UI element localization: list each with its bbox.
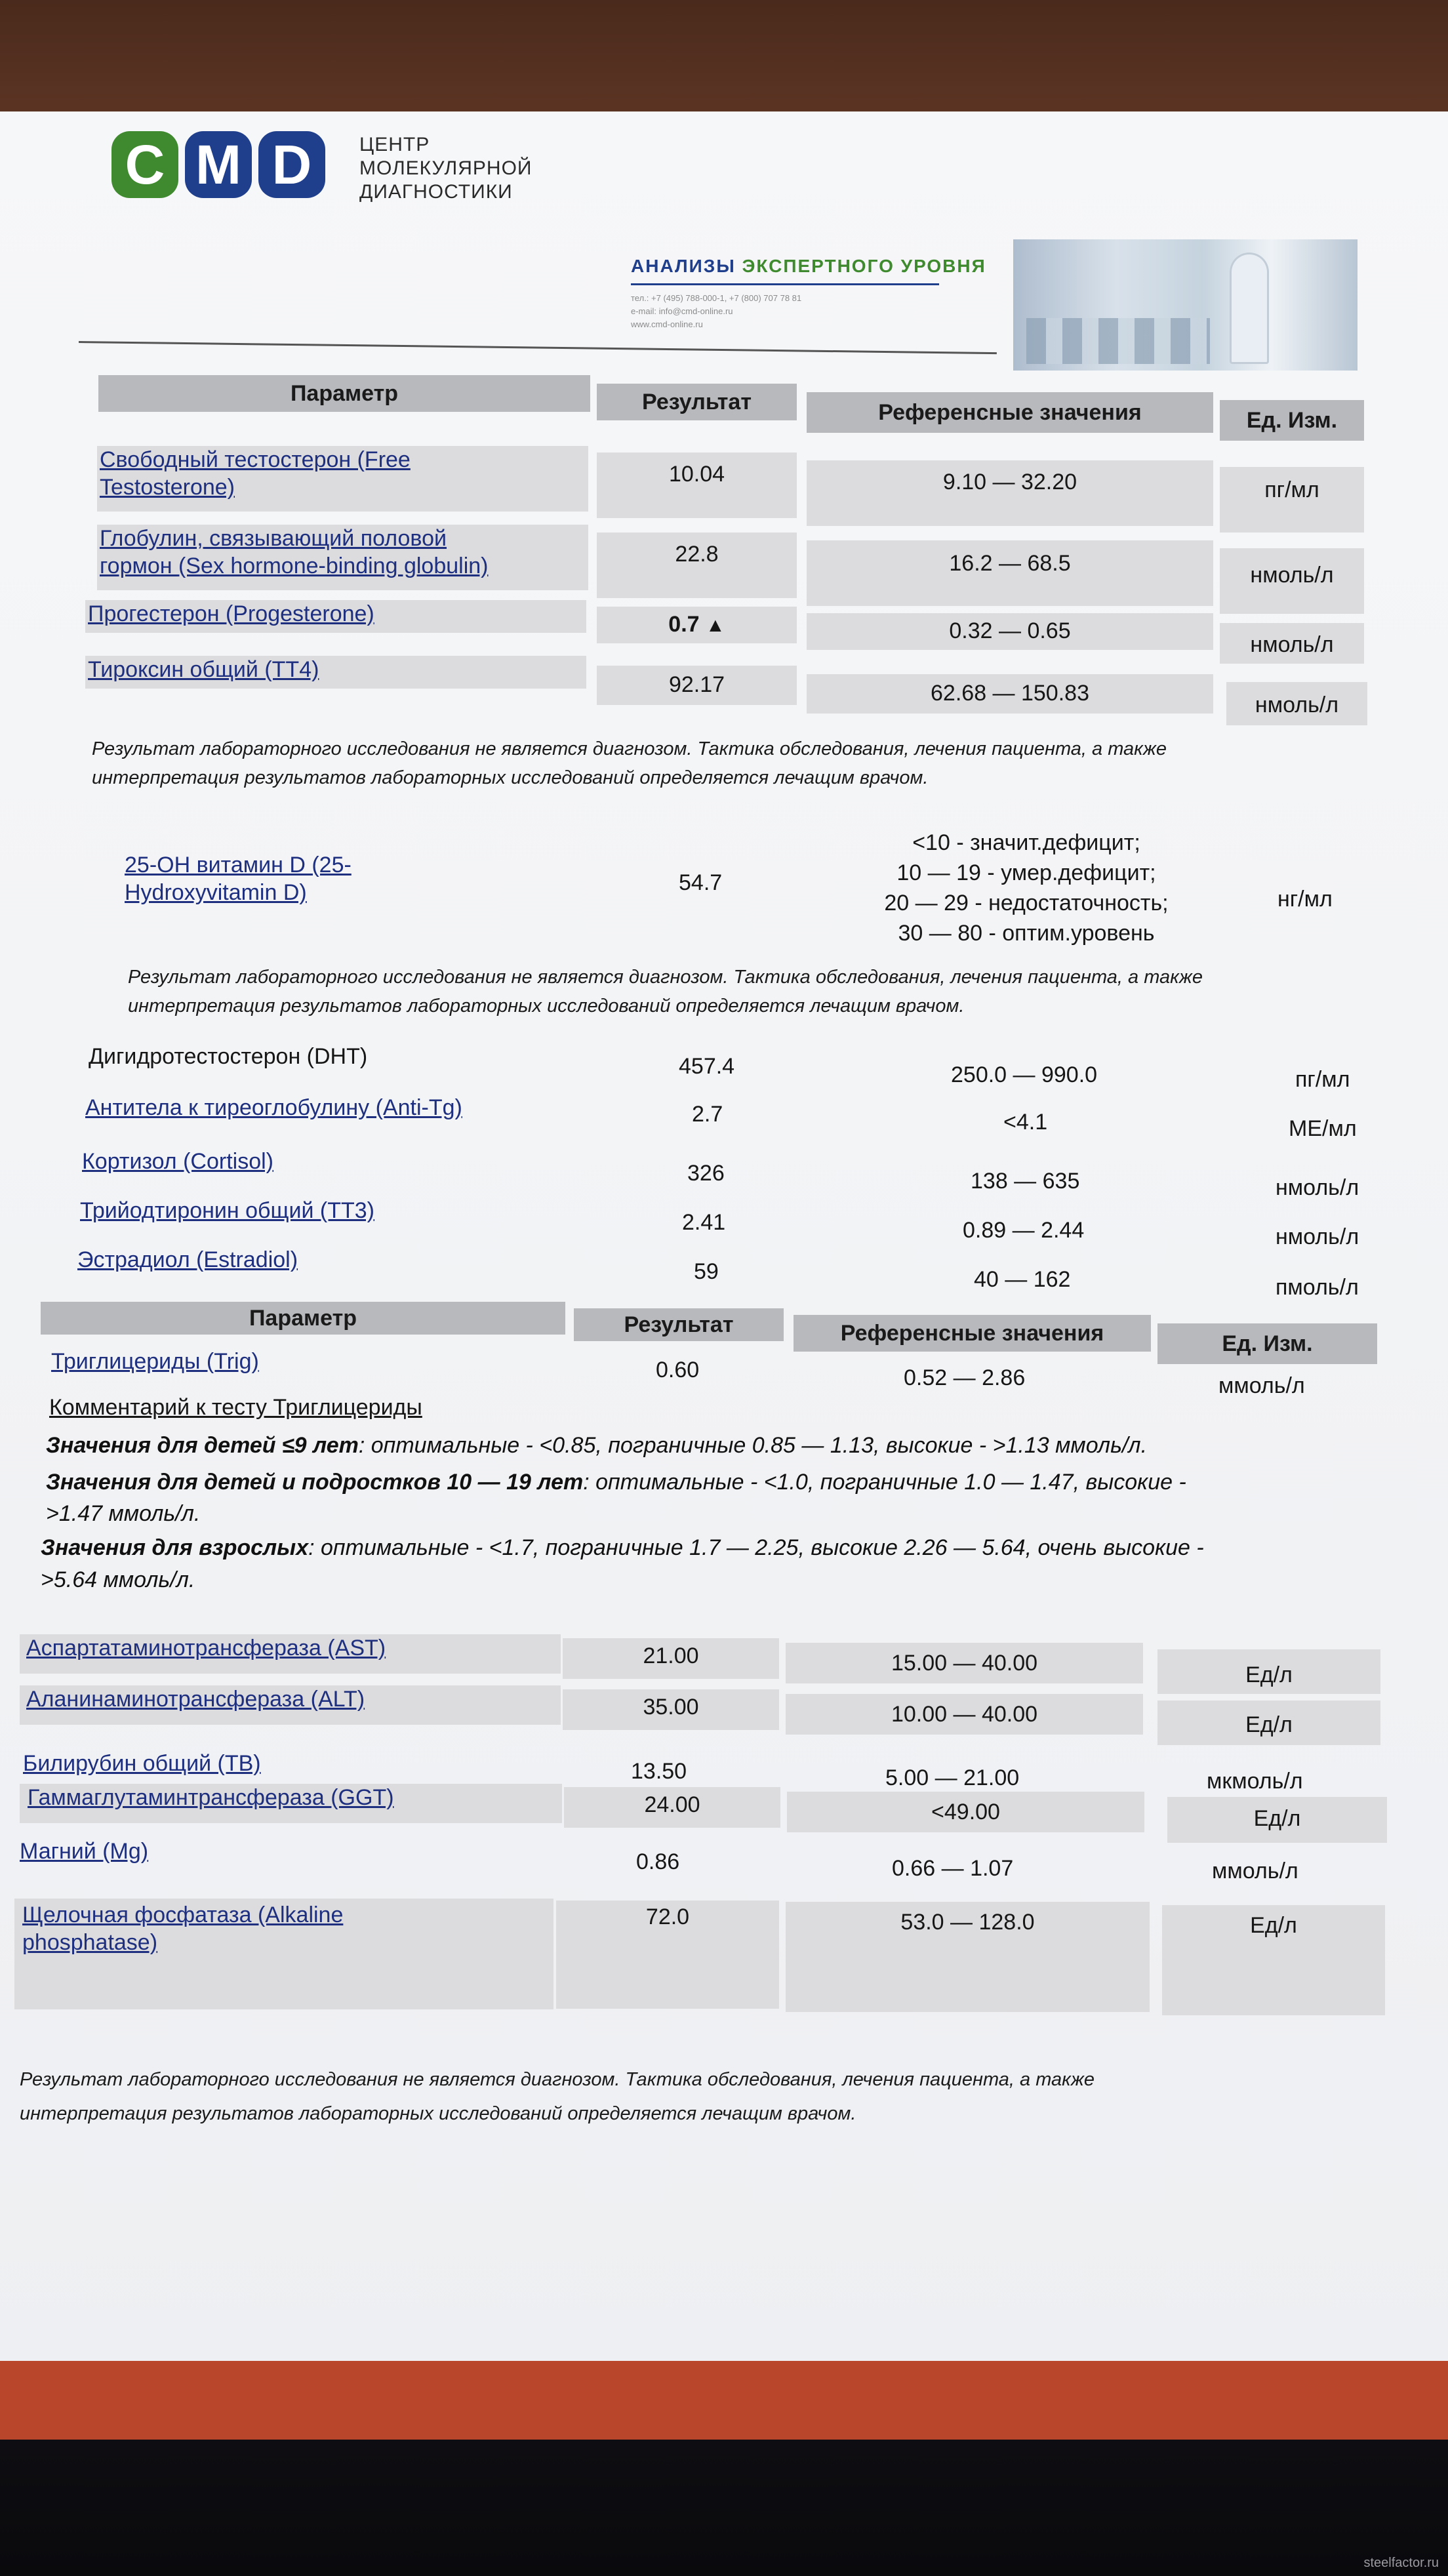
comment-teens <box>46 1466 1423 1498</box>
result-value: 35.00 <box>563 1689 779 1730</box>
logo-text-line: ДИАГНОСТИКИ <box>359 181 513 203</box>
dark-background <box>0 2440 1448 2576</box>
disclaimer-line: Результат лабораторного исследования не является диагнозом. Тактика обследования, лечения пациента, а также <box>92 738 1167 759</box>
comment-text: >1.47 ммоль/л. <box>46 1501 201 1526</box>
param-name[interactable]: Кортизол (Cortisol) <box>82 1149 273 1174</box>
reference-value: 15.00 — 40.00 <box>786 1643 1143 1683</box>
reference-value: 16.2 — 68.5 <box>807 540 1213 606</box>
param-name[interactable]: Hydroxyvitamin D) <box>125 880 307 905</box>
disclaimer-line: интерпретация результатов лабораторных исследований определяется лечащим врачом. <box>20 2103 856 2124</box>
unit-value: нмоль/л <box>1220 623 1364 664</box>
param-name[interactable]: Щелочная фосфатаза (Alkaline <box>22 1902 344 1927</box>
comment-label: Значения для взрослых <box>41 1535 309 1560</box>
table-row-param <box>20 1634 561 1674</box>
tagline-accent: ЭКСПЕРТНОГО УРОВНЯ <box>742 256 986 276</box>
comment-label: Значения для детей ≤9 лет <box>46 1433 359 1458</box>
result-value: 2.41 <box>682 1210 726 1235</box>
reference-value: 53.0 — 128.0 <box>786 1902 1150 2012</box>
tagline <box>631 256 986 277</box>
param-name[interactable]: Аспартатаминотрансфераза (AST) <box>26 1636 386 1660</box>
reference-value: <4.1 <box>1003 1110 1048 1135</box>
param-name[interactable]: Трийодтиронин общий (TT3) <box>80 1198 375 1223</box>
table-row-param <box>20 1784 562 1823</box>
result-value: 0.60 <box>656 1358 700 1382</box>
result-value: 59 <box>694 1259 719 1284</box>
disclaimer <box>20 2063 1397 2131</box>
comment-kids <box>46 1430 1423 1461</box>
unit-value: ммоль/л <box>1218 1373 1305 1398</box>
comment-text: : оптимальные - <1.0, пограничные 1.0 — 1.47, высокие - <box>583 1470 1186 1495</box>
unit-value: пг/мл <box>1220 467 1364 533</box>
unit-value: нмоль/л <box>1220 548 1364 614</box>
reference-value: 0.32 — 0.65 <box>807 613 1213 650</box>
table-row-param <box>20 1685 561 1725</box>
header-param: Параметр <box>41 1302 565 1335</box>
result-value: 10.04 <box>597 453 797 518</box>
unit-value: пг/мл <box>1295 1067 1350 1092</box>
disclaimer <box>92 735 1338 792</box>
result-value <box>597 607 797 643</box>
comment-adults <box>41 1532 1418 1563</box>
unit-value: Ед/л <box>1157 1649 1380 1694</box>
table-row-param <box>14 1899 553 2009</box>
param-name[interactable]: Тироксин общий (TT4) <box>88 657 319 682</box>
reference-value: 62.68 — 150.83 <box>807 674 1213 714</box>
logo-letter-c: C <box>111 131 178 198</box>
unit-value: нмоль/л <box>1276 1224 1359 1249</box>
result-value: 0.86 <box>636 1849 680 1874</box>
unit-value: нмоль/л <box>1226 682 1367 725</box>
param-name[interactable]: Гаммаглутаминтрансфераза (GGT) <box>28 1785 394 1810</box>
reference-value: 9.10 — 32.20 <box>807 460 1213 526</box>
param-name[interactable]: Антитела к тиреоглобулину (Anti-Tg) <box>85 1095 462 1120</box>
reference-value: <49.00 <box>787 1792 1144 1832</box>
param-name[interactable]: гормон (Sex hormone-binding globulin) <box>100 553 489 578</box>
comment-text: : оптимальные - <0.85, пограничные 0.85 — 1.13, высокие - >1.13 ммоль/л. <box>358 1433 1148 1458</box>
high-flag-icon: ▲ <box>706 614 725 636</box>
unit-value: МЕ/мл <box>1289 1116 1357 1141</box>
result-number: 0.7 <box>668 612 700 637</box>
table-row-param <box>85 656 586 689</box>
reference-value: 138 — 635 <box>971 1169 1080 1194</box>
result-value: 22.8 <box>597 533 797 598</box>
unit-value: Ед/л <box>1157 1701 1380 1745</box>
reference-value: 40 — 162 <box>974 1267 1071 1292</box>
reference-value: 0.89 — 2.44 <box>963 1218 1085 1243</box>
result-value: 54.7 <box>679 870 723 895</box>
unit-value: ммоль/л <box>1212 1859 1298 1883</box>
reference-line: 10 — 19 - умер.дефицит; <box>896 860 1156 885</box>
vitd-reference <box>813 828 1239 948</box>
comment-text: : оптимальные - <1.7, пограничные 1.7 — 2.25, высокие 2.26 — 5.64, очень высокие - <box>308 1535 1204 1560</box>
result-value: 13.50 <box>631 1759 687 1784</box>
reference-value: 250.0 — 990.0 <box>951 1062 1098 1087</box>
logo-letter-d: D <box>258 131 325 198</box>
reference-value: 0.66 — 1.07 <box>892 1856 1014 1881</box>
result-value: 2.7 <box>692 1102 723 1127</box>
logo-letter-m: M <box>185 131 252 198</box>
logo-text <box>359 133 532 204</box>
vitd-name <box>125 851 352 906</box>
reference-value: 0.52 — 2.86 <box>904 1365 1026 1390</box>
table-row-param <box>85 600 586 633</box>
reference-line: <10 - значит.дефицит; <box>912 830 1140 855</box>
contact-line: e-mail: info@cmd-online.ru <box>631 306 733 316</box>
param-name[interactable]: Свободный тестостерон (Free <box>100 447 411 472</box>
header-param: Параметр <box>98 375 590 412</box>
logo-text-line: МОЛЕКУЛЯРНОЙ <box>359 157 533 179</box>
contact-line: www.cmd-online.ru <box>631 319 703 329</box>
disclaimer <box>128 963 1374 1020</box>
result-value: 92.17 <box>597 666 797 705</box>
tagline-part: АНАЛИЗЫ <box>631 256 742 276</box>
reference-value: 5.00 — 21.00 <box>885 1765 1020 1790</box>
table-surface <box>0 2361 1448 2446</box>
lab-photo <box>1013 239 1358 371</box>
contact-line: тел.: +7 (495) 788-000-1, +7 (800) 707 78 81 <box>631 293 802 303</box>
disclaimer-line: интерпретация результатов лабораторных исследований определяется лечащим врачом. <box>92 767 929 788</box>
param-name[interactable]: Testosterone) <box>100 475 235 500</box>
result-value: 326 <box>687 1161 725 1186</box>
table-row-param <box>97 525 588 590</box>
param-name[interactable]: Аланинаминотрансфераза (ALT) <box>26 1687 365 1712</box>
reference-line: 30 — 80 - оптим.уровень <box>898 921 1155 946</box>
header-result: Результат <box>597 384 797 420</box>
table-row-param <box>97 446 588 512</box>
comment-title: Комментарий к тесту Триглицериды <box>49 1395 422 1420</box>
result-value: 72.0 <box>556 1901 779 2009</box>
header-reference: Референсные значения <box>794 1315 1151 1352</box>
contact-info <box>631 292 906 331</box>
result-value: 457.4 <box>679 1054 735 1079</box>
unit-value: нмоль/л <box>1276 1175 1359 1200</box>
header-unit: Ед. Изм. <box>1157 1323 1377 1364</box>
tagline-underline <box>631 283 939 285</box>
unit-value: Ед/л <box>1162 1905 1385 2015</box>
header-result: Результат <box>574 1308 784 1341</box>
comment-label: Значения для детей и подростков 10 — 19 лет <box>46 1470 584 1495</box>
disclaimer-line: Результат лабораторного исследования не является диагнозом. Тактика обследования, лечения пациента, а также <box>20 2069 1095 2090</box>
disclaimer-line: Результат лабораторного исследования не является диагнозом. Тактика обследования, лечения пациента, а также <box>128 967 1203 988</box>
comment-text: >5.64 ммоль/л. <box>41 1567 195 1592</box>
param-name[interactable]: Глобулин, связывающий половой <box>100 526 447 551</box>
disclaimer-line: интерпретация результатов лабораторных исследований определяется лечащим врачом. <box>128 996 965 1016</box>
unit-value: Ед/л <box>1167 1797 1387 1843</box>
param-name[interactable]: Эстрадиол (Estradiol) <box>77 1247 298 1272</box>
result-value: 21.00 <box>563 1638 779 1679</box>
header-unit: Ед. Изм. <box>1220 400 1364 441</box>
logo-text-line: ЦЕНТР <box>359 134 430 155</box>
unit-value: нг/мл <box>1277 887 1333 912</box>
reference-line: 20 — 29 - недостаточность; <box>884 891 1169 916</box>
header-reference: Референсные значения <box>807 392 1213 433</box>
param-name[interactable]: Прогестерон (Progesterone) <box>88 601 374 626</box>
watermark: steelfactor.ru <box>1363 2556 1439 2570</box>
unit-value: пмоль/л <box>1276 1275 1359 1300</box>
param-name[interactable]: Магний (Mg) <box>20 1839 149 1864</box>
param-name: Дигидротестостерон (DHT) <box>89 1044 368 1069</box>
reference-value: 10.00 — 40.00 <box>786 1694 1143 1735</box>
param-name[interactable]: 25-OH витамин D (25- <box>125 853 352 877</box>
result-value: 24.00 <box>564 1787 780 1828</box>
param-name[interactable]: Билирубин общий (TB) <box>23 1751 261 1776</box>
param-name[interactable]: Триглицериды (Trig) <box>51 1349 259 1374</box>
param-name[interactable]: phosphatase) <box>22 1930 158 1955</box>
unit-value: мкмоль/л <box>1207 1769 1303 1794</box>
